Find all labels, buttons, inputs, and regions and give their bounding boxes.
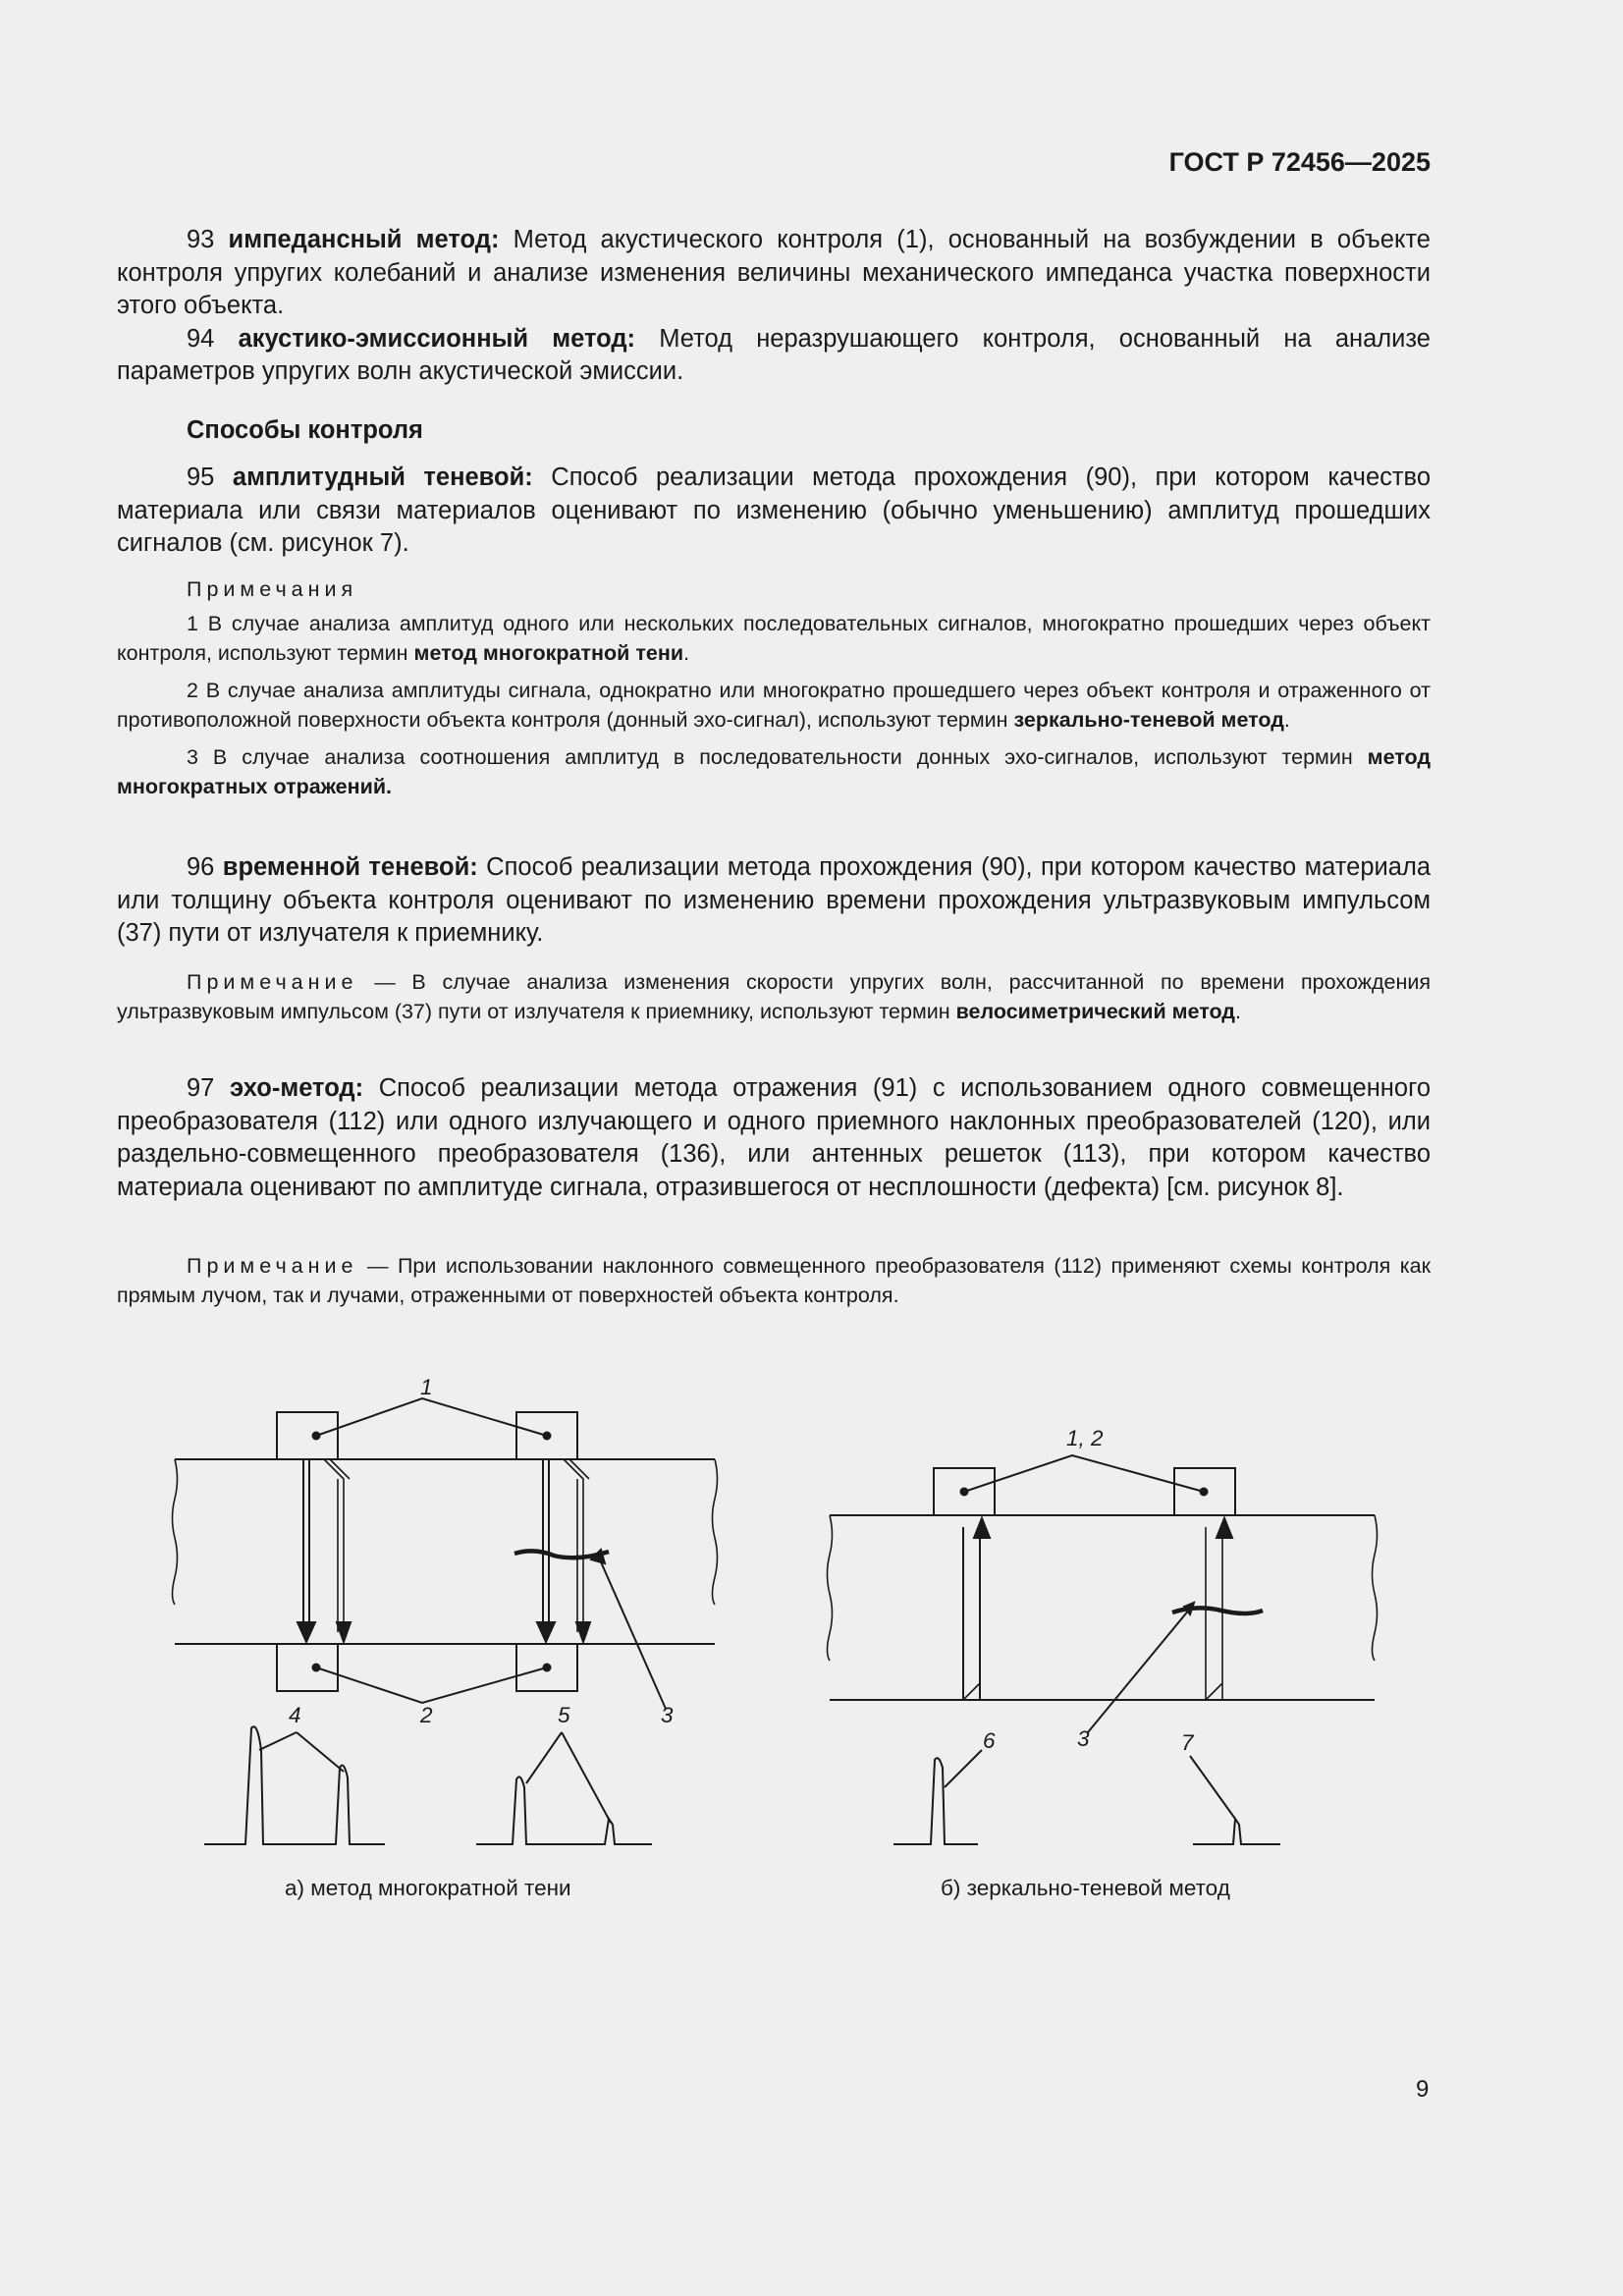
- page-number: 9: [1416, 2076, 1430, 2103]
- figure-right-dots: [960, 1488, 1209, 1497]
- fig-label: 1: [420, 1375, 433, 1399]
- figure-right: [828, 1455, 1378, 1844]
- caption-right: б) зеркально-теневой метод: [941, 1876, 1230, 1900]
- caption-left: а) метод многократной тени: [285, 1876, 571, 1900]
- note-2: 2 В случае анализа амплитуды сигнала, однократно или многократно прошедшего через объект контроля и отраженного от противоположной поверхности объекта контроля (донный эхо-сигнал), используют термин зеркально-теневой метод.: [117, 679, 1431, 732]
- note-97: Примечание — При использовании наклонного совмещенного преобразователя (112) применяют схемы контроля как прямым лучом, так и лучами, отраженными от поверхностей объекта контроля.: [117, 1254, 1431, 1307]
- term-93: 93 импедансный метод: Метод акустического контроля (1), основанный на возбуждении в объекте контроля упругих колебаний и анализе изменения величины механического импеданса участка поверхности этого объекта.: [117, 226, 1431, 319]
- notes-label: Примечания: [187, 577, 358, 601]
- term-94: 94 акустико-эмиссионный метод: Метод неразрушающего контроля, основанный на анализе параметров упругих волн акустической эмиссии.: [117, 324, 1431, 385]
- fig-label: 2: [420, 1703, 433, 1727]
- term-97: 97 эхо-метод: Способ реализации метода отражения (91) с использованием одного совмещенного преобразователя (112) или одного излучающего и одного приемного наклонных преобразователей (120), или раздельно-совмещенного преобразователя (136), или антенных решеток (113), при котором качество материала оценивают по амплитуде сигнала, отразившегося от несплошности (дефекта) [см. рисунок 8].: [117, 1074, 1431, 1201]
- note-96: Примечание — В случае анализа изменения скорости упругих волн, рассчитанной по времени прохождения ультразвуковым импульсом (37) пути от излучателя к приемнику, используют термин велосиметрический метод.: [117, 970, 1431, 1023]
- fig-label: 1, 2: [1066, 1426, 1104, 1450]
- fig-label: 3: [1077, 1726, 1090, 1751]
- note-1: 1 В случае анализа амплитуд одного или нескольких последовательных сигналов, многократно прошедших через объект контроля, используют термин метод многократной тени.: [117, 612, 1431, 665]
- term-96: 96 временной теневой: Способ реализации метода прохождения (90), при котором качество материала или толщину объекта контроля оценивают по изменению времени прохождения ультразвуковым импульсом (37) пути от излучателя к приемнику.: [117, 853, 1432, 947]
- fig-label: 6: [983, 1728, 996, 1753]
- fig-label: 3: [661, 1703, 674, 1727]
- fig-label: 4: [289, 1703, 301, 1727]
- fig-label: 7: [1181, 1730, 1194, 1755]
- figure-left: [173, 1398, 718, 1844]
- note-3: 3 В случае анализа соотношения амплитуд в последовательности донных эхо-сигналов, используют термин метод многократных отражений.: [117, 745, 1431, 798]
- term-95: 95 амплитудный теневой: Способ реализации метода прохождения (90), при котором качество материала или связи материалов оценивают по изменению (обычно уменьшению) амплитуд прошедших сигналов (см. рисунок 7).: [117, 464, 1432, 557]
- fig-label: 5: [558, 1703, 570, 1727]
- section-heading: Способы контроля: [187, 416, 423, 444]
- document-code: ГОСТ Р 72456—2025: [1168, 147, 1431, 177]
